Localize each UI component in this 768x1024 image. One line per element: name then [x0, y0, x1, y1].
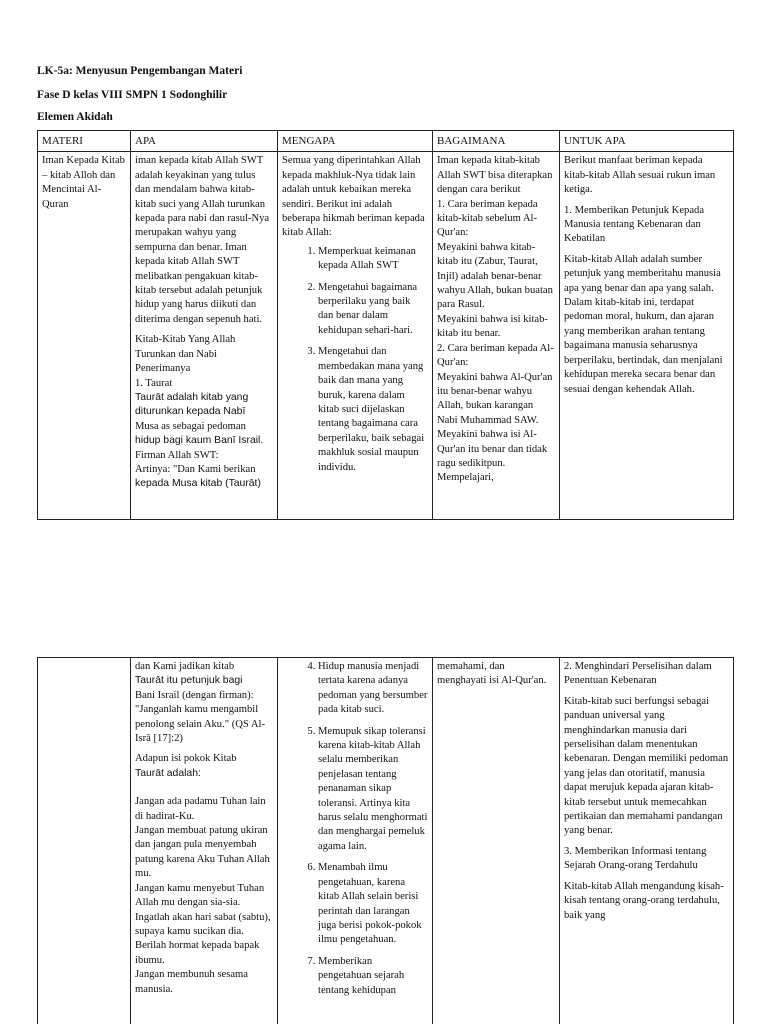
cell-mengapa	[278, 658, 433, 1024]
apa-bani-israil-line: hidup bagi kaum Banī Israil.	[135, 435, 264, 447]
apa-text: Ingatlah akan hari sabat (sabtu), supaya kamu sucikan dia.	[135, 911, 271, 937]
mengapa-intro: Semua yang diperintahkan Allah kepada makhluk-Nya tidak lain adalah untuk kebaikan mereka sendiri. Berikut ini adalah beberapa hikmah beriman kepada kitab Allah:	[282, 155, 425, 239]
apa-taurat-line: Taurāt adalah kitab yang diturunkan kepada Nabī	[135, 391, 249, 418]
material-table-page2	[37, 657, 734, 1024]
list-item: 6. Menambah ilmu pengetahuan, karena kitab Allah selain berisi perintah dan larangan juga berisi pokok-pokok ilmu pengetahuan.	[318, 861, 428, 947]
bagaimana-point-1: 1. Cara beriman kepada kitab-kitab sebelum Al-Qur'an:	[437, 198, 538, 239]
column-header-mengapa: MENGAPA	[278, 131, 433, 152]
list-item: 3. Mengetahui dan membedakan mana yang baik dan mana yang buruk, karena dalam kitab suci dijelaskan tentang bagaimana cara berperilaku, baik sebagai makhluk sosial maupun individu.	[318, 345, 428, 475]
apa-text: Jangan membunuh sesama manusia.	[135, 969, 248, 995]
bagaimana-text: Mempelajari,	[437, 472, 494, 484]
materi-text: Iman Kepada Kitab – kitab Alloh dan Mencintai Al-Quran	[42, 155, 125, 210]
apa-kitab-line: kepada Musa kitab (Taurāt)	[135, 478, 261, 490]
bagaimana-point-2: 2. Cara beriman kepada Al-Qur'an:	[437, 342, 554, 369]
apa-definition: iman kepada kitab Allah SWT adalah keyakinan yang tulus dan mendalam bahwa kitab-kitab suci yang Allah turunkan kepada para nabi dan rasul-Nya merupakan wahyu yang sempurna dan benar. Iman kepada kitab Allah SWT melibatkan pengakuan kitab-kitab tersebut adalah petunjuk hidup yang harus diikuti dan diterima dengan sepenuh hati.	[135, 155, 270, 325]
apa-text: Adapun isi pokok Kitab	[135, 753, 237, 765]
list-item: 4. Hidup manusia menjadi tertata karena adanya pedoman yang bersumber pada kitab suci.	[318, 660, 428, 718]
worksheet-title: LK-5a: Menyusun Pengembangan Materi	[37, 65, 243, 77]
apa-taurat-number: 1. Taurat	[135, 377, 173, 389]
untuk-apa-benefit-2: 2. Menghindari Perselisihan dalam Penentuan Kebenaran	[564, 661, 712, 687]
list-item: 1. Memperkuat keimanan kepada Allah SWT	[318, 245, 428, 274]
untuk-apa-benefit-3-text: Kitab-kitab Allah mengandung kisah-kisah tentang orang-orang terdahulu, baik yang	[564, 880, 724, 921]
mengapa-list	[282, 660, 428, 998]
apa-firman-line: Firman Allah SWT:	[135, 449, 219, 461]
bagaimana-text: Meyakini bahwa isi Al-Qur'an itu benar dan tidak ragu sedikitpun.	[437, 429, 548, 469]
class-info: Fase D kelas VIII SMPN 1 Sodonghilir	[37, 89, 228, 101]
bagaimana-text: memahami, dan menghayati isi Al-Qur'an.	[437, 661, 547, 687]
apa-books-heading: Kitab-Kitab Yang Allah Turunkan dan Nabi Penerimanya	[135, 334, 236, 375]
apa-text: Jangan membuat patung ukiran dan jangan pula menyembah patung karena Aku Tuhan Allah mu.	[135, 825, 270, 880]
untuk-apa-benefit-2-text: Kitab-kitab suci berfungsi sebagai panduan universal yang menghindarkan manusia dari perselisihan dalam menentukan kebenaran. Dengan memiliki pedoman yang jelas dan otoritatif, manusia dapat merujuk kepada ajaran kitab-kitab tersebut untuk memecahkan pertikaian dan memahami pandangan yang benar.	[564, 695, 729, 837]
list-item: 2. Mengetahui bagaimana berperilaku yang baik dan benar dalam kehidupan sehari-hari.	[318, 281, 428, 339]
apa-text: Jangan ada padamu Tuhan lain di hadirat-Ku.	[135, 796, 266, 822]
column-header-bagaimana: BAGAIMANA	[433, 131, 560, 152]
column-header-materi: MATERI	[38, 131, 131, 152]
apa-text: Taurāt itu petunjuk bagi	[135, 675, 243, 687]
untuk-apa-benefit-3: 3. Memberikan Informasi tentang Sejarah Orang-orang Terdahulu	[564, 845, 707, 872]
element-label: Elemen Akidah	[37, 111, 113, 123]
cell-bagaimana	[433, 658, 560, 1024]
table-row	[38, 658, 734, 1024]
list-item: 7. Memberikan pengetahuan sejarah tentang kehidupan	[318, 955, 428, 998]
untuk-apa-benefit-1-text: Kitab-kitab Allah adalah sumber petunjuk yang memberitahu manusia apa yang benar dan apa yang salah. Dalam kitab-kitab ini, terdapat pedoman moral, hukum, dan ajaran yang memberikan arahan tentang bagaimana manusia seharusnya berperilaku, bertindak, dan menjalani kehidupan mereka secara benar dan sesuai dengan kehendak Allah.	[564, 253, 723, 395]
list-item: 5. Memupuk sikap toleransi karena kitab-kitab Allah selalu memberikan penjelasan tentang penanaman sikap toleransi. Artinya kita harus selalu menghormati dan menghargai pemeluk agama lain.	[318, 725, 428, 855]
column-header-apa: APA	[131, 131, 278, 152]
bagaimana-intro: Iman kepada kitab-kitab Allah SWT bisa diterapkan dengan cara berikut	[437, 155, 553, 196]
apa-text: Berilah hormat kepada bapak ibumu.	[135, 940, 260, 966]
apa-text: Bani Israil (dengan firman): "Janganlah kamu mengambil penolong selain Aku." (QS Al-Isrā [17]:2)	[135, 689, 265, 745]
cell-materi-empty	[38, 658, 131, 1024]
bagaimana-text: Meyakini bahwa kitab-kitab itu (Zabur, Taurat, Injil) adalah benar-benar wahyu Allah, bukan buatan para Rasul.	[437, 241, 553, 311]
bagaimana-text: Meyakini bahwa isi kitab-kitab itu benar.	[437, 313, 548, 340]
apa-musa-line: Musa as sebagai pedoman	[135, 420, 246, 432]
bagaimana-text: Meyakini bahwa Al-Qur'an itu benar-benar wahyu Allah, bukan karangan Nabi Muhammad SAW.	[437, 371, 553, 426]
cell-apa	[131, 658, 278, 1024]
column-header-untuk-apa: UNTUK APA	[560, 131, 734, 152]
apa-artinya-line: Artinya: "Dan Kami berikan	[135, 463, 256, 475]
untuk-apa-benefit-1: 1. Memberikan Petunjuk Kepada Manusia tentang Kebenaran dan Kebatilan	[564, 204, 705, 245]
untuk-apa-intro: Berikut manfaat beriman kepada kitab-kitab Allah sesuai rukun iman ketiga.	[564, 155, 716, 196]
cell-untuk-apa	[560, 658, 734, 1024]
apa-text: Taurāt adalah:	[135, 767, 201, 779]
apa-text: dan Kami jadikan kitab	[135, 661, 235, 672]
apa-text: Jangan kamu menyebut Tuhan Allah mu dengan sia-sia.	[135, 882, 265, 909]
